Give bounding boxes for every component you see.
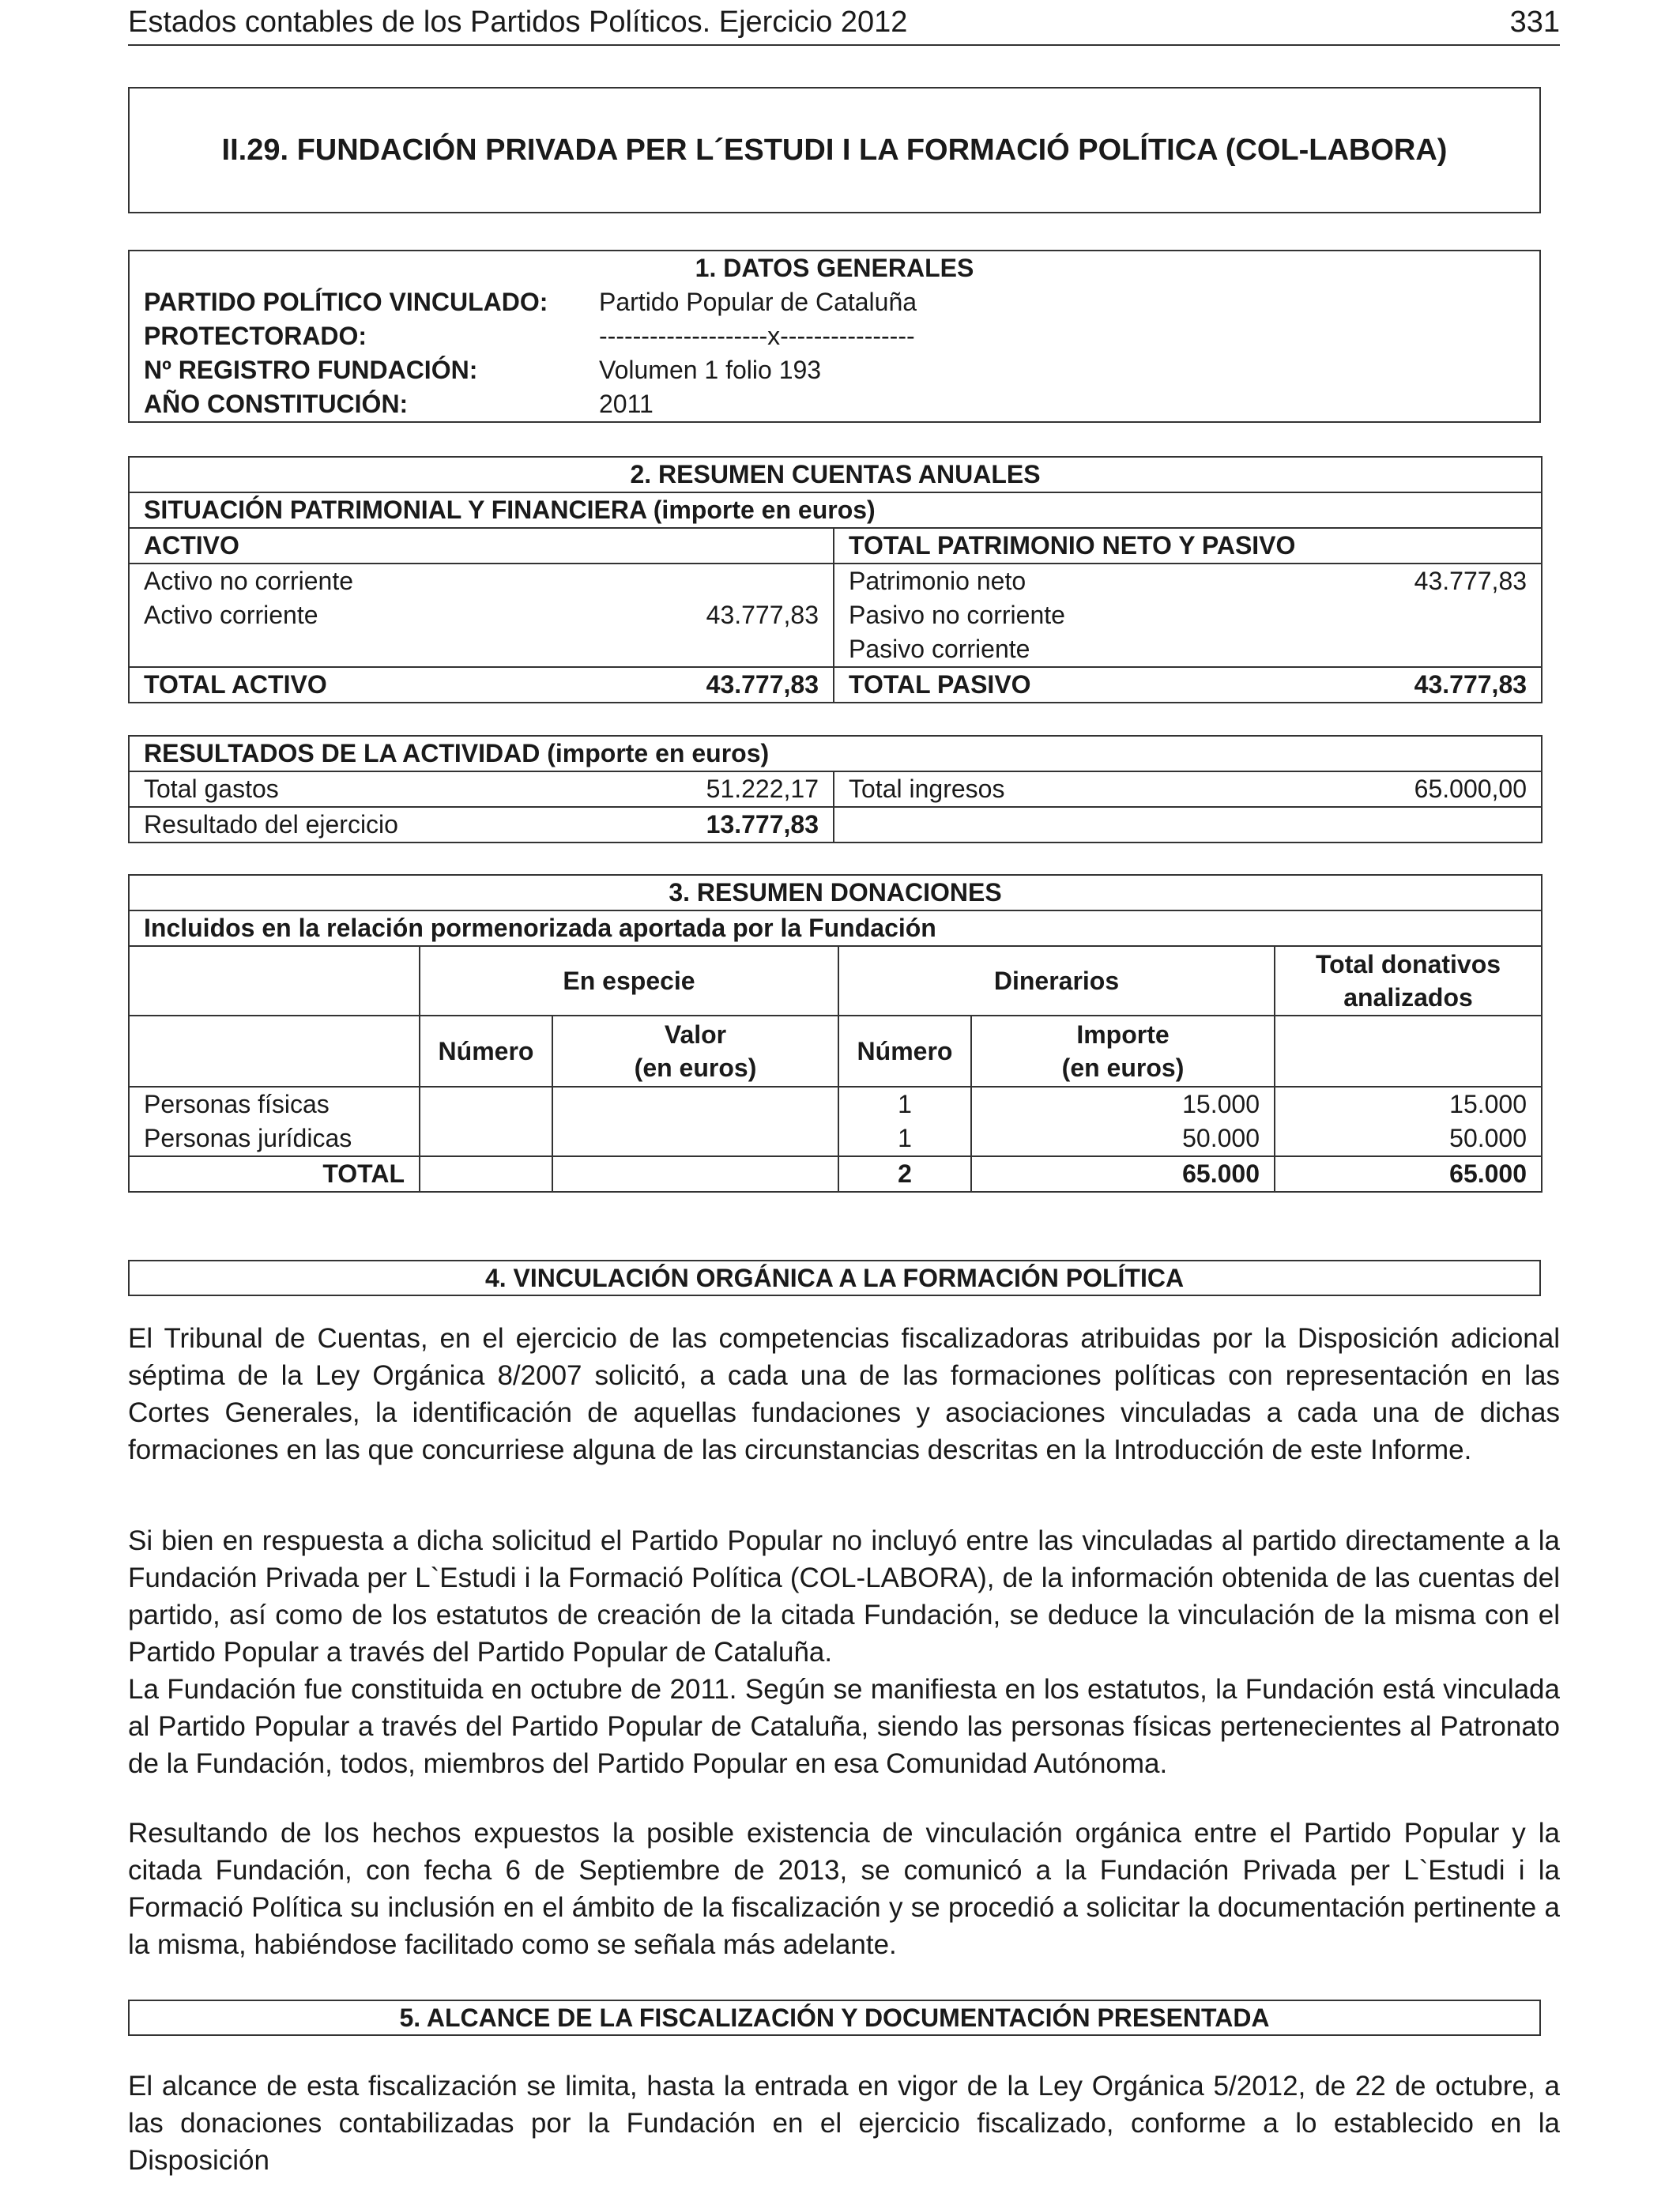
pasivo-label: Pasivo no corriente	[834, 598, 1324, 632]
ingresos-label: Total ingresos	[834, 771, 1324, 807]
datos-generales-table	[128, 250, 1541, 423]
total-value: 15.000	[1275, 1087, 1542, 1122]
row-label: PROTECTORADO:	[144, 322, 367, 350]
running-header	[128, 0, 1560, 46]
header-importe: Importe (en euros)	[971, 1016, 1275, 1087]
total-pasivo-label: TOTAL PASIVO	[834, 667, 1324, 703]
total-activo-label: TOTAL ACTIVO	[129, 667, 619, 703]
activo-header: ACTIVO	[129, 528, 834, 564]
vinculacion-title: 4. VINCULACIÓN ORGÁNICA A LA FORMACIÓN POLÍTICA	[484, 1263, 1185, 1292]
row-value: --------------------x----------------	[599, 322, 915, 350]
activo-label	[129, 632, 619, 667]
resultado-value: 13.777,83	[619, 807, 834, 843]
total-pasivo-value: 43.777,83	[1324, 667, 1542, 703]
total-label: TOTAL	[129, 1156, 420, 1192]
donaciones-title: 3. RESUMEN DONACIONES	[669, 878, 1002, 907]
header-numero-dinerarios: Número	[838, 1016, 971, 1087]
header-dinerarios: Dinerarios	[838, 946, 1275, 1016]
row-label: Personas físicas	[129, 1087, 420, 1122]
gastos-label: Total gastos	[129, 771, 619, 807]
pasivo-value: 43.777,83	[1324, 564, 1542, 598]
activo-label: Activo no corriente	[129, 564, 619, 598]
header-numero-especie: Número	[420, 1016, 552, 1087]
alcance-heading-box	[128, 2000, 1541, 2036]
paragraph: Si bien en respuesta a dicha solicitud el Partido Popular no incluyó entre las vinculadas al partido directamente a la Fundación Privada per L`Estudi i la Formació Política (COL-LABORA), de la información obtenida de las cuentas del partido, así como de los estatutos de creación de la citada Fundación, se deduce la vinculación de la misma con el Partido Popular a través del Partido Popular de Cataluña.	[128, 1525, 1560, 1668]
table-row	[129, 564, 1542, 598]
total-row	[129, 667, 1542, 703]
total-row	[129, 1156, 1542, 1192]
activo-value: 43.777,83	[706, 601, 819, 629]
row-value: Partido Popular de Cataluña	[599, 288, 917, 316]
running-title: Estados contables de los Partidos Políticos. Ejercicio 2012	[128, 6, 908, 39]
total-total: 65.000	[1275, 1156, 1542, 1192]
activo-value	[619, 564, 834, 598]
din-numero: 1	[838, 1087, 971, 1122]
pasivo-header: TOTAL PATRIMONIO NETO Y PASIVO	[834, 528, 1542, 564]
table-row	[129, 807, 1542, 843]
alcance-title: 5. ALCANCE DE LA FISCALIZACIÓN Y DOCUMENTACIÓN PRESENTADA	[399, 2003, 1270, 2032]
pasivo-label: Pasivo corriente	[834, 632, 1324, 667]
resultados-table	[128, 735, 1543, 843]
resultado-label: Resultado del ejercicio	[129, 807, 619, 843]
din-numero: 1	[838, 1122, 971, 1156]
paragraph: El alcance de esta fiscalización se limita, hasta la entrada en vigor de la Ley Orgánica 5/2012, de 22 de octubre, a las donaciones contabilizadas por la Fundación en el ejercicio fiscalizado, conforme a lo establecido en la Disposición	[128, 2071, 1560, 2176]
gastos-value: 51.222,17	[619, 771, 834, 807]
ingresos-value: 65.000,00	[1324, 771, 1542, 807]
header-valor: Valor (en euros)	[552, 1016, 838, 1087]
table-row	[129, 285, 1540, 319]
row-label: PARTIDO POLÍTICO VINCULADO:	[144, 288, 548, 316]
total-activo-value: 43.777,83	[619, 667, 834, 703]
total-value: 50.000	[1275, 1122, 1542, 1156]
resumen-cuentas-title: 2. RESUMEN CUENTAS ANUALES	[630, 460, 1041, 488]
situacion-patrimonial-subtitle: SITUACIÓN PATRIMONIAL Y FINANCIERA (importe en euros)	[129, 492, 1542, 528]
table-row	[129, 1087, 1542, 1122]
row-label: AÑO CONSTITUCIÓN:	[144, 390, 409, 418]
row-value: Volumen 1 folio 193	[599, 356, 822, 384]
table-row	[129, 1122, 1542, 1156]
datos-generales-title: 1. DATOS GENERALES	[695, 254, 974, 282]
resumen-cuentas-table	[128, 456, 1543, 703]
section-title-box	[128, 87, 1541, 213]
total-din-numero: 2	[838, 1156, 971, 1192]
resultados-title: RESULTADOS DE LA ACTIVIDAD (importe en euros)	[144, 739, 770, 767]
pasivo-label: Patrimonio neto	[834, 564, 1324, 598]
row-label: Nº REGISTRO FUNDACIÓN:	[144, 356, 478, 384]
vinculacion-heading-box	[128, 1260, 1541, 1296]
page-number: 331	[1509, 6, 1560, 39]
paragraph: Resultando de los hechos expuestos la posible existencia de vinculación orgánica entre el Partido Popular y la citada Fundación, con fecha 6 de Septiembre de 2013, se comunicó a la Fundación Privada per L`Estudi i la Formació Política su inclusión en el ámbito de la fiscalización y se procedió a solicitar la documentación pertinente a la misma, habiéndose facilitado como se señala más adelante.	[128, 1818, 1560, 1960]
pasivo-value	[1324, 598, 1542, 632]
table-row	[129, 771, 1542, 807]
paragraph: El Tribunal de Cuentas, en el ejercicio de las competencias fiscalizadoras atribuidas por la Disposición adicional séptima de la Ley Orgánica 8/2007 solicitó, a cada una de las formaciones políticas con representación en las Cortes Generales, la identificación de aquellas fundaciones y asociaciones vinculadas a cada una de dichas formaciones en las que concurriese alguna de las circunstancias descritas en la Introducción de este Informe.	[128, 1323, 1560, 1465]
activo-label: Activo corriente	[144, 601, 318, 629]
table-row	[129, 387, 1540, 422]
table-row	[129, 632, 1542, 667]
table-row	[129, 598, 1542, 632]
table-row	[129, 319, 1540, 353]
row-label: Personas jurídicas	[144, 1124, 352, 1152]
section-title: II.29. FUNDACIÓN PRIVADA PER L´ESTUDI I LA FORMACIÓ POLÍTICA (COL-LABORA)	[221, 133, 1448, 167]
table-row	[129, 353, 1540, 387]
activo-value	[619, 632, 834, 667]
header-en-especie: En especie	[420, 946, 838, 1016]
header-total-donativos: Total donativos analizados	[1275, 946, 1542, 1016]
din-importe: 50.000	[971, 1122, 1275, 1156]
total-din-importe: 65.000	[971, 1156, 1275, 1192]
row-value: 2011	[599, 390, 654, 418]
donaciones-table	[128, 874, 1543, 1193]
pasivo-value	[1324, 632, 1542, 667]
din-importe: 15.000	[971, 1087, 1275, 1122]
paragraph: La Fundación fue constituida en octubre de 2011. Según se manifiesta en los estatutos, la Fundación está vinculada al Partido Popular a través del Partido Popular de Cataluña, siendo las personas físicas pertenecientes al Patronato de la Fundación, todos, miembros del Partido Popular en esa Comunidad Autónoma.	[128, 1674, 1560, 1779]
donaciones-subtitle: Incluidos en la relación pormenorizada aportada por la Fundación	[129, 910, 1542, 946]
